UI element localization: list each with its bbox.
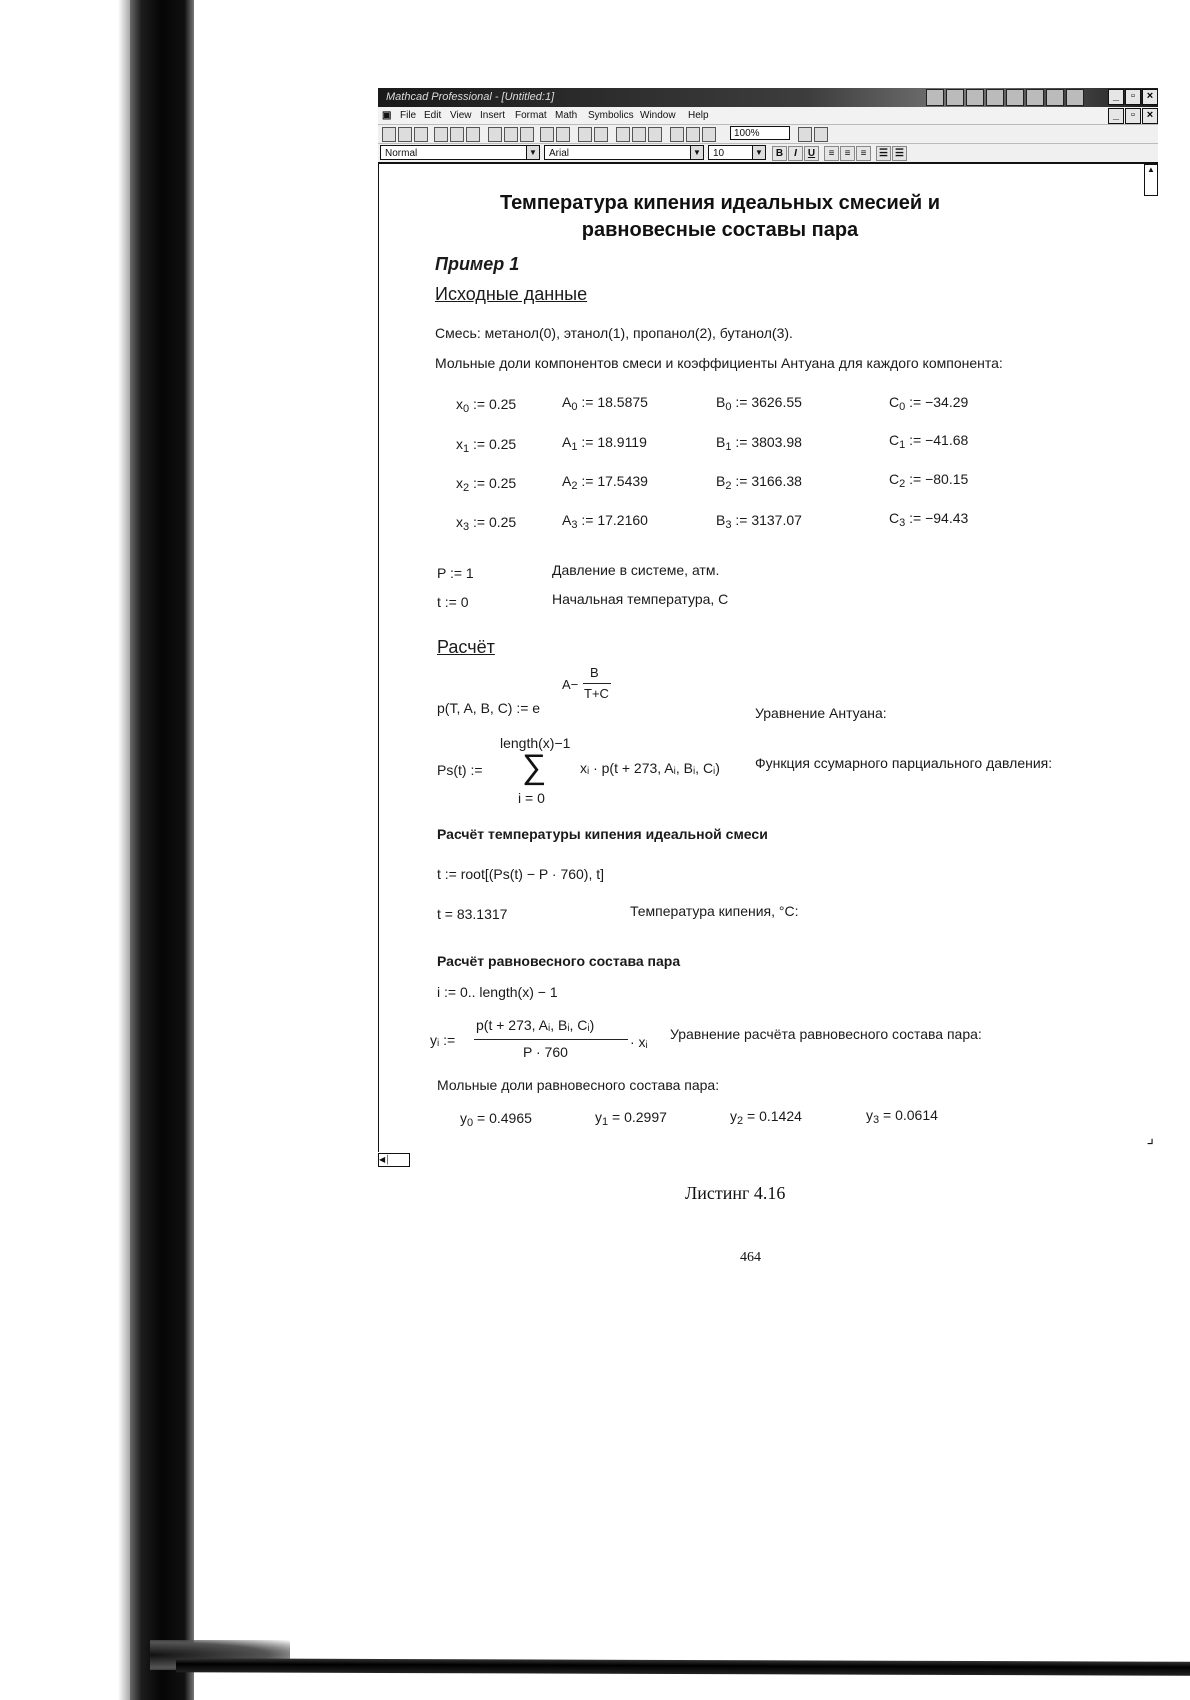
worksheet-title-line1: Температура кипения идеальных смесией и <box>499 192 941 214</box>
undo-icon[interactable] <box>540 127 554 142</box>
bold-icon[interactable]: B <box>772 146 787 161</box>
y-result[interactable]: $y_1 = 0.2997$ <box>595 1109 667 1128</box>
b-def[interactable]: $B_1$ := 3803.98 <box>716 434 802 453</box>
align-icon[interactable] <box>578 127 592 142</box>
standard-toolbar <box>378 125 1158 144</box>
window-title: Mathcad Professional - [Untitled:1] <box>386 91 555 103</box>
menu-help[interactable]: Help <box>688 110 709 121</box>
maximize-icon[interactable]: ▫ <box>1125 89 1141 105</box>
ps-note: Функция ссумарного парциального давления: <box>755 755 1053 771</box>
scroll-up-icon[interactable]: ▲ <box>1144 164 1158 196</box>
insert-unit-icon[interactable] <box>632 127 646 142</box>
c-def[interactable]: $C_2$ := −80.15 <box>889 471 969 490</box>
component-wizard-icon[interactable] <box>686 127 700 142</box>
paste-icon[interactable] <box>520 127 534 142</box>
antoine-exp-den: T+C <box>584 686 609 701</box>
menu-edit[interactable]: Edit <box>424 110 442 121</box>
book-spine-shadow <box>130 0 194 1700</box>
font-size-value: 10 <box>713 148 725 159</box>
save-icon[interactable] <box>414 127 428 142</box>
coefficients-note: Мольные доли компонентов смеси и коэффициенты Антуана для каждого компонента: <box>435 355 1003 371</box>
x-def[interactable]: $x_0$ := 0.25 <box>456 396 517 415</box>
menu-view[interactable]: View <box>450 110 472 121</box>
italic-icon[interactable]: I <box>788 146 803 161</box>
boiling-heading: Расчёт температуры кипения идеальной смеси <box>437 826 768 842</box>
y-result[interactable]: $y_0 = 0.4965$ <box>460 1110 532 1129</box>
y-lhs: yᵢ := <box>430 1032 456 1048</box>
x-def[interactable]: $x_3$ := 0.25 <box>456 514 517 533</box>
app-icon[interactable] <box>1006 89 1024 106</box>
app-icon[interactable] <box>1026 89 1044 106</box>
antoine-exp-left: A− <box>562 677 579 692</box>
c-def[interactable]: $C_1$ := −41.68 <box>889 432 969 451</box>
bullets-icon[interactable]: ☰ <box>876 146 891 161</box>
app-icon[interactable] <box>966 89 984 106</box>
menu-insert[interactable]: Insert <box>480 110 506 121</box>
numbering-icon[interactable]: ☰ <box>892 146 907 161</box>
font-select[interactable] <box>544 145 704 160</box>
sum-icon: ∑ <box>522 748 547 786</box>
y-result[interactable]: $y_2 = 0.1424$ <box>730 1108 802 1127</box>
temperature-result[interactable]: t = 83.1317 <box>437 906 508 922</box>
ps-term: xᵢ · p(t + 273, Aᵢ, Bᵢ, Cᵢ) <box>580 760 720 776</box>
equilibrium-heading: Расчёт равновесного состава пара <box>437 953 681 969</box>
app-icon[interactable] <box>926 89 944 106</box>
temp-note: Начальная температура, С <box>552 591 729 607</box>
scroll-left-icon[interactable]: ◀│ <box>378 1153 410 1167</box>
y-results-label: Мольные доли равновесного состава пара: <box>437 1077 720 1093</box>
root-expression[interactable]: t := root[(Ps(t) − P · 760), t] <box>437 866 605 882</box>
doc-minimize-icon[interactable]: _ <box>1108 108 1124 124</box>
taskbar-icons <box>926 89 1084 106</box>
worksheet[interactable] <box>378 164 1145 1152</box>
doc-close-icon[interactable]: × <box>1142 108 1158 124</box>
sum-upper-limit: length(x)−1 <box>500 735 571 751</box>
temperature-result-note: Температура кипения, °С: <box>630 903 799 919</box>
copy-icon[interactable] <box>504 127 518 142</box>
antoine-fraction-bar <box>583 683 611 684</box>
y-note: Уравнение расчёта равновесного состава пара: <box>670 1026 982 1042</box>
listing-caption: Листинг 4.16 <box>685 1183 786 1203</box>
pressure-note: Давление в системе, атм. <box>552 562 720 578</box>
app-icon[interactable] <box>1066 89 1084 106</box>
spell-check-icon[interactable] <box>466 127 480 142</box>
document-window-controls <box>1108 108 1158 124</box>
underline-icon[interactable]: U <box>804 146 819 161</box>
doc-restore-icon[interactable]: ▫ <box>1125 108 1141 124</box>
style-select[interactable] <box>380 145 540 160</box>
mathcad-window <box>378 88 1158 1163</box>
close-icon[interactable]: × <box>1142 89 1158 105</box>
app-icon[interactable] <box>986 89 1004 106</box>
y-fraction-bar <box>474 1039 628 1040</box>
menu-file[interactable]: File <box>400 110 417 121</box>
calculation-heading: Расчёт <box>437 637 495 657</box>
zoom-select[interactable] <box>730 126 790 140</box>
mixture-text: Смесь: метанол(0), этанол(1), пропанол(2), бутанол(3). <box>435 325 793 341</box>
resize-grip-icon[interactable]: ⌟ <box>1146 1130 1154 1147</box>
ps-lhs: Ps(t) := <box>437 762 483 778</box>
source-data-heading: Исходные данные <box>435 284 588 304</box>
y-multiplier: · xᵢ <box>630 1034 648 1050</box>
align-down-icon[interactable] <box>594 127 608 142</box>
calculate-icon[interactable] <box>648 127 662 142</box>
cut-icon[interactable] <box>488 127 502 142</box>
menu-symbolics[interactable]: Symbolics <box>588 110 634 121</box>
pressure-def[interactable]: P := 1 <box>437 565 474 581</box>
print-icon[interactable] <box>434 127 448 142</box>
align-left-icon[interactable]: ≡ <box>824 146 839 161</box>
c-def[interactable]: $C_3$ := −94.43 <box>889 510 969 529</box>
insert-function-icon[interactable] <box>616 127 630 142</box>
a-def[interactable]: $A_0$ := 18.5875 <box>562 394 648 413</box>
a-def[interactable]: $A_1$ := 18.9119 <box>562 434 647 453</box>
menu-format[interactable]: Format <box>515 110 547 121</box>
zoom-value: 100% <box>734 128 760 139</box>
antoine-note: Уравнение Антуана: <box>755 705 887 721</box>
window-controls <box>1108 89 1158 105</box>
redo-icon[interactable] <box>556 127 570 142</box>
a-def[interactable]: $A_3$ := 17.2160 <box>562 512 648 531</box>
b-def[interactable]: $B_3$ := 3137.07 <box>716 512 802 531</box>
chevron-down-icon: ▼ <box>690 146 703 159</box>
resources-icon[interactable] <box>798 127 812 142</box>
page-bottom-edge <box>176 1658 1190 1676</box>
font-value: Arial <box>549 148 570 159</box>
sum-lower-limit: i = 0 <box>518 790 545 806</box>
antoine-exp-num: B <box>590 665 599 680</box>
minimize-icon[interactable]: _ <box>1108 89 1124 105</box>
c-def[interactable]: $C_0$ := −34.29 <box>889 394 969 413</box>
x-def[interactable]: $x_2$ := 0.25 <box>456 475 517 494</box>
b-def[interactable]: $B_0$ := 3626.55 <box>716 394 802 413</box>
help-icon[interactable] <box>814 127 828 142</box>
insert-hyperlink-icon[interactable] <box>670 127 684 142</box>
menu-math[interactable]: Math <box>555 110 578 121</box>
style-value: Normal <box>385 148 418 159</box>
align-center-icon[interactable]: ≡ <box>840 146 855 161</box>
y-numerator: p(t + 273, Aᵢ, Bᵢ, Cᵢ) <box>476 1017 595 1033</box>
temp-def[interactable]: t := 0 <box>437 594 469 610</box>
new-icon[interactable] <box>382 127 396 142</box>
antoine-lhs: p(T, A, B, C) := e <box>437 700 541 716</box>
a-def[interactable]: $A_2$ := 17.5439 <box>562 473 648 492</box>
formatting-toolbar <box>378 144 1158 164</box>
print-preview-icon[interactable] <box>450 127 464 142</box>
chevron-down-icon: ▼ <box>526 146 539 159</box>
range-definition[interactable]: i := 0.. length(x) − 1 <box>437 984 558 1000</box>
run-script-icon[interactable] <box>702 127 716 142</box>
page-number: 464 <box>740 1250 761 1265</box>
open-icon[interactable] <box>398 127 412 142</box>
b-def[interactable]: $B_2$ := 3166.38 <box>716 473 802 492</box>
doc-menu-icon[interactable]: ▣ <box>382 110 392 121</box>
menu-window[interactable]: Window <box>640 110 676 121</box>
menu-bar <box>378 107 1158 125</box>
y-denominator: P · 760 <box>523 1044 568 1060</box>
font-size-select[interactable] <box>708 145 766 160</box>
x-def[interactable]: $x_1$ := 0.25 <box>456 436 517 455</box>
align-right-icon[interactable]: ≡ <box>856 146 871 161</box>
example-heading: Пример 1 <box>435 254 520 274</box>
chevron-down-icon: ▼ <box>752 146 765 159</box>
worksheet-title-line2: равновесные составы пара <box>581 219 859 241</box>
app-icon[interactable] <box>946 89 964 106</box>
y-result[interactable]: $y_3 = 0.0614$ <box>866 1107 938 1126</box>
title-bar <box>378 88 1158 107</box>
app-icon[interactable] <box>1046 89 1064 106</box>
